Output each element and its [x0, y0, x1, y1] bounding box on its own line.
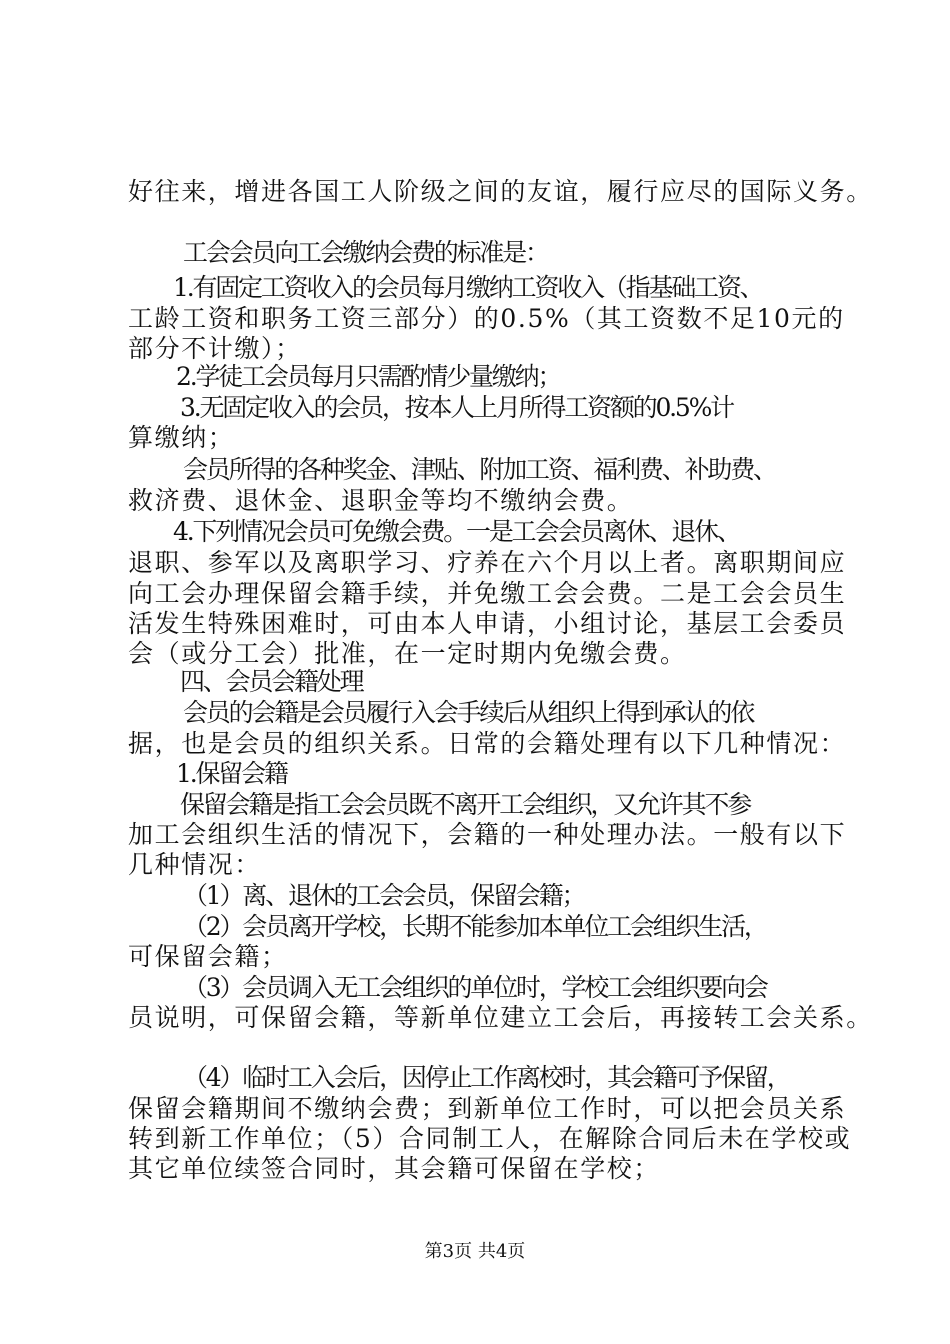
text-line: （2）会员离开学校，长期不能参加本单位工会组织生活，: [183, 912, 767, 941]
text-line: （1）离、退休的工会会员，保留会籍；: [183, 881, 585, 910]
text-line: 算缴纳；: [128, 423, 235, 452]
subsection-heading: 1.保留会籍: [176, 759, 287, 788]
text-line: 几种情况：: [128, 850, 262, 879]
text-line: 据，也是会员的组织关系。日常的会籍处理有以下几种情况：: [128, 729, 847, 758]
text-line: 退职、参军以及离职学习、疗养在六个月以上者。离职期间应: [128, 548, 847, 577]
text-line: 会（或分工会）批准，在一定时期内免缴会费。: [128, 639, 687, 668]
text-line: 可保留会籍；: [128, 942, 288, 971]
text-line: 会员所得的各种奖金、津贴、附加工资、福利费、补助费、: [183, 455, 776, 484]
text-line: 部分不计缴）；: [128, 334, 302, 363]
text-line: （4）临时工入会后，因停止工作离校时，其会籍可予保留，: [183, 1063, 790, 1092]
text-line: 保留会籍是指工会会员既不离开工会组织，又允许其不参: [180, 790, 751, 819]
section-heading: 四、会员会籍处理: [180, 667, 363, 696]
text-line: （3）会员调入无工会组织的单位时，学校工会组织要向会: [183, 973, 767, 1002]
text-line: 工龄工资和职务工资三部分）的0.5%（其工资数不足10元的: [128, 304, 845, 333]
text-line: 加工会组织生活的情况下，会籍的一种处理办法。一般有以下: [128, 820, 847, 849]
page-number-footer: 第3页 共4页: [424, 1241, 526, 1262]
text-line: 1.有固定工资收入的会员每月缴纳工资收入（指基础工资、: [173, 273, 763, 302]
text-line: 转到新工作单位；（5）合同制工人，在解除合同后未在学校或: [128, 1124, 852, 1153]
text-line: 向工会办理保留会籍手续，并免缴工会会费。二是工会会员生: [128, 579, 847, 608]
text-line: 3.无固定收入的会员，按本人上月所得工资额的0.5%计: [180, 393, 733, 422]
text-line: 会员的会籍是会员履行入会手续后从组织上得到承认的依: [183, 698, 754, 727]
text-line: 好往来，增进各国工人阶级之间的友谊，履行应尽的国际义务。: [128, 177, 873, 206]
text-line: 保留会籍期间不缴纳会费；到新单位工作时，可以把会员关系: [128, 1094, 847, 1123]
text-line: 员说明，可保留会籍，等新单位建立工会后，再接转工会关系。: [128, 1003, 873, 1032]
text-line: 活发生特殊困难时，可由本人申请，小组讨论，基层工会委员: [128, 609, 847, 638]
text-line: 2.学徒工会员每月只需酌情少量缴纳；: [176, 362, 561, 391]
text-line: 工会会员向工会缴纳会费的标准是：: [183, 238, 548, 267]
text-line: 救济费、退休金、退职金等均不缴纳会费。: [128, 486, 634, 515]
text-line: 其它单位续签合同时，其会籍可保留在学校；: [128, 1154, 661, 1183]
text-line: 4.下列情况会员可免缴会费。一是工会会员离休、退休、: [173, 517, 740, 546]
